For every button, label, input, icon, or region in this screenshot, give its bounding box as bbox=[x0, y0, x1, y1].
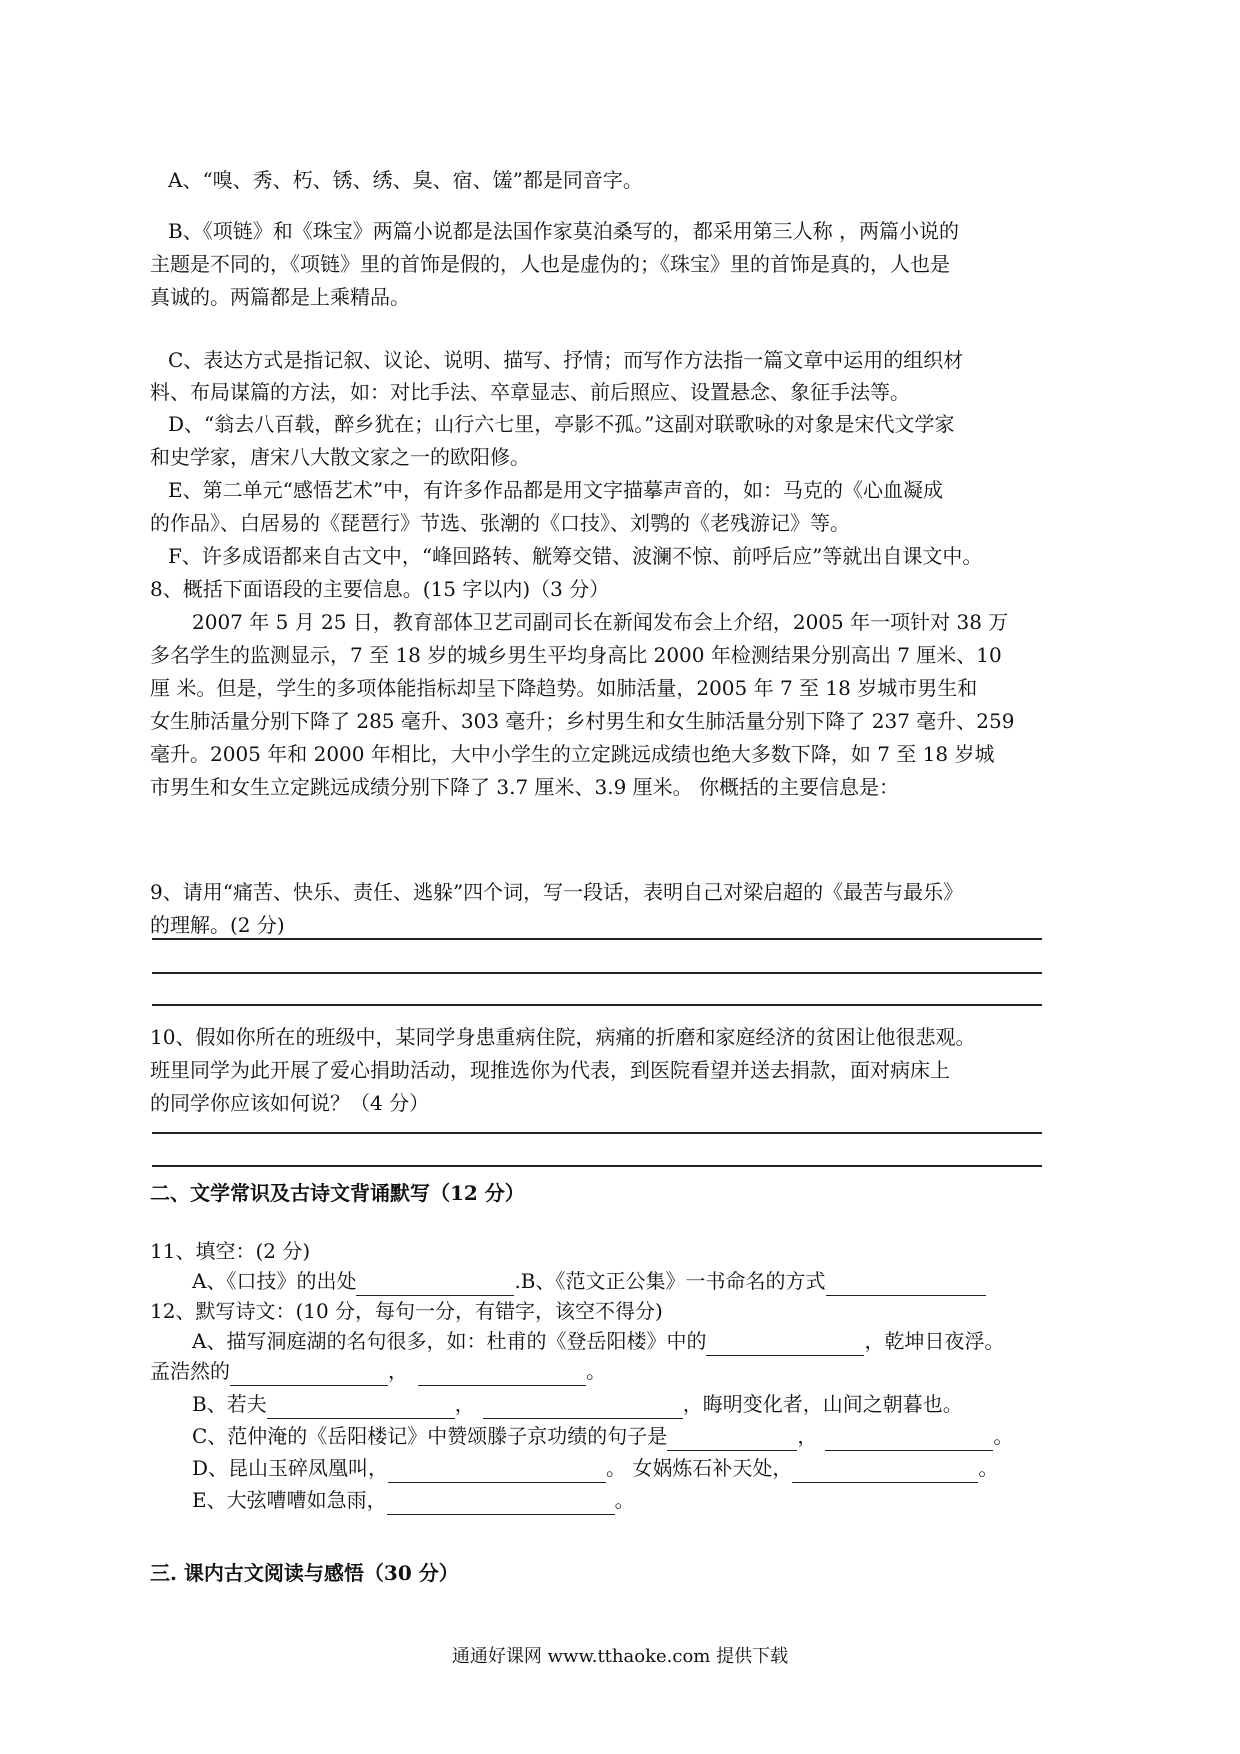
q8-passage-line: 多名学生的监测显示，7 至 18 岁的城乡男生平均身高比 2000 年检测结果分别高出 7 厘米、10 bbox=[150, 643, 1002, 667]
q12d-label: D、昆山玉碎凤凰叫， bbox=[192, 1456, 389, 1480]
q12a-label: A、描写洞庭湖的名句很多，如：杜甫的《登岳阳楼》中的 bbox=[192, 1329, 707, 1353]
q12a-suffix: ，乾坤日夜浮。 bbox=[864, 1329, 1005, 1353]
q12a2-label: 孟浩然的 bbox=[150, 1359, 230, 1383]
q9-prompt: 9、请用“痛苦、快乐、责任、逃躲”四个词，写一段话，表明自己对梁启超的《最苦与最乐》 bbox=[150, 880, 964, 904]
q7-option-c: C、表达方式是指记叙、议论、说明、描写、抒情；而写作方法指一篇文章中运用的组织材 bbox=[168, 348, 964, 372]
q11a-blank[interactable] bbox=[356, 1273, 514, 1296]
q12b-label: B、若夫 bbox=[192, 1392, 267, 1416]
answer-line[interactable] bbox=[152, 1132, 1042, 1134]
q7-option-e: E、第二单元“感悟艺术”中，有许多作品都是用文字描摹声音的，如：马克的《心血凝成 bbox=[168, 478, 944, 502]
q10-prompt: 10、假如你所在的班级中，某同学身患重病住院，病痛的折磨和家庭经济的贫困让他很悲观。 bbox=[150, 1025, 976, 1049]
comma: ， bbox=[454, 1392, 475, 1416]
comma: ， bbox=[797, 1424, 818, 1448]
q12c-blank-2[interactable] bbox=[825, 1428, 993, 1451]
q12a2-line bbox=[150, 1356, 606, 1386]
q9-prompt-cont: 的理解。(2 分) bbox=[150, 913, 285, 937]
section-3-title: 三. 课内古文阅读与感悟（30 分） bbox=[150, 1561, 459, 1585]
q12a-blank-2[interactable] bbox=[230, 1363, 388, 1386]
q12e-label: E、大弦嘈嘈如急雨， bbox=[192, 1488, 387, 1512]
q12c-line bbox=[192, 1421, 1013, 1451]
q10-prompt-cont: 的同学你应该如何说？（4 分） bbox=[150, 1091, 430, 1115]
q12d-blank-2[interactable] bbox=[792, 1460, 978, 1483]
period: 。 bbox=[586, 1359, 606, 1383]
period: 。 bbox=[993, 1424, 1014, 1448]
q12b-suffix: ，晦明变化者，山间之朝暮也。 bbox=[682, 1392, 963, 1416]
q12d-mid: 。 女娲炼石补天处， bbox=[606, 1456, 793, 1480]
comma: ， bbox=[388, 1359, 408, 1383]
answer-line[interactable] bbox=[152, 1165, 1042, 1167]
q12-title: 12、默写诗文：(10 分，每句一分，有错字，该空不得分) bbox=[150, 1299, 663, 1323]
q12a-line bbox=[192, 1326, 1004, 1356]
period: 。 bbox=[978, 1456, 999, 1480]
q12b-line bbox=[192, 1389, 963, 1419]
q11b-blank[interactable] bbox=[826, 1273, 986, 1296]
q8-title: 8、概括下面语段的主要信息。(15 字以内)（3 分） bbox=[150, 577, 610, 601]
q12c-label: C、范仲淹的《岳阳楼记》中赞颂滕子京功绩的句子是 bbox=[192, 1424, 668, 1448]
q7-option-b-cont: 真诚的。两篇都是上乘精品。 bbox=[150, 285, 410, 309]
q12d-blank-1[interactable] bbox=[388, 1460, 606, 1483]
section-2-title: 二、文学常识及古诗文背诵默写（12 分） bbox=[150, 1181, 525, 1205]
q7-option-e-cont: 的作品》、白居易的《琵琶行》节选、张潮的《口技》、刘鹗的《老残游记》等。 bbox=[150, 511, 850, 535]
q12e-line bbox=[192, 1485, 635, 1515]
q8-passage-line: 女生肺活量分别下降了 285 毫升、303 毫升；乡村男生和女生肺活量分别下降了 237 毫升、259 bbox=[150, 709, 1015, 733]
answer-line[interactable] bbox=[152, 938, 1042, 940]
q12a-blank-3[interactable] bbox=[418, 1363, 586, 1386]
page-footer: 通通好课网 www.tthaoke.com 提供下载 bbox=[451, 1646, 789, 1667]
q8-passage-line: 厘 米。但是，学生的多项体能指标却呈下降趋势。如肺活量，2005 年 7 至 18 岁城市男生和 bbox=[150, 676, 978, 700]
q12b-blank-1[interactable] bbox=[267, 1396, 455, 1419]
q7-option-b: B、《项链》和《珠宝》两篇小说都是法国作家莫泊桑写的，都采用第三人称 ，两篇小说的 bbox=[168, 219, 960, 243]
q7-option-d-cont: 和史学家，唐宋八大散文家之一的欧阳修。 bbox=[150, 445, 530, 469]
q7-option-d: D、“翁去八百载，醉乡犹在；山行六七里，亭影不孤。”这副对联歌咏的对象是宋代文学家 bbox=[168, 412, 955, 436]
q12c-blank-1[interactable] bbox=[667, 1428, 797, 1451]
q7-option-a: A、“嗅、秀、朽、锈、绣、臭、宿、馐”都是同音字。 bbox=[168, 168, 643, 192]
q7-option-b-cont: 主题是不同的，《项链》里的首饰是假的，人也是虚伪的；《珠宝》里的首饰是真的，人也是 bbox=[150, 252, 950, 276]
q11b-label: .B、《范文正公集》一书命名的方式 bbox=[514, 1269, 826, 1293]
q8-passage-line: 市男生和女生立定跳远成绩分别下降了 3.7 厘米、3.9 厘米。 你概括的主要信息是： bbox=[150, 775, 900, 799]
period: 。 bbox=[614, 1488, 635, 1512]
answer-line[interactable] bbox=[152, 972, 1042, 974]
q12d-line bbox=[192, 1453, 998, 1483]
q12e-blank[interactable] bbox=[387, 1492, 615, 1515]
answer-line[interactable] bbox=[152, 1004, 1042, 1006]
q8-passage-line: 毫升。2005 年和 2000 年相比，大中小学生的立定跳远成绩也绝大多数下降，如 7 至 18 岁城 bbox=[150, 742, 995, 766]
q11-title: 11、填空：(2 分) bbox=[150, 1239, 311, 1263]
q7-option-c-cont: 料、布局谋篇的方法，如：对比手法、卒章显志、前后照应、设置悬念、象征手法等。 bbox=[150, 380, 910, 404]
q11-line bbox=[192, 1266, 986, 1296]
q12a-blank-1[interactable] bbox=[706, 1333, 864, 1356]
q10-prompt-cont: 班里同学为此开展了爱心捐助活动，现推选你为代表，到医院看望并送去捐款，面对病床上 bbox=[150, 1058, 950, 1082]
q7-option-f: F、许多成语都来自古文中，“峰回路转、觥筹交错、波澜不惊、前呼后应”等就出自课文中。 bbox=[168, 544, 983, 568]
q11a-label: A、《口技》的出处 bbox=[192, 1269, 357, 1293]
q12b-blank-2[interactable] bbox=[483, 1396, 683, 1419]
q8-passage-line: 2007 年 5 月 25 日，教育部体卫艺司副司长在新闻发布会上介绍，2005 年一项针对 38 万 bbox=[192, 610, 1009, 634]
